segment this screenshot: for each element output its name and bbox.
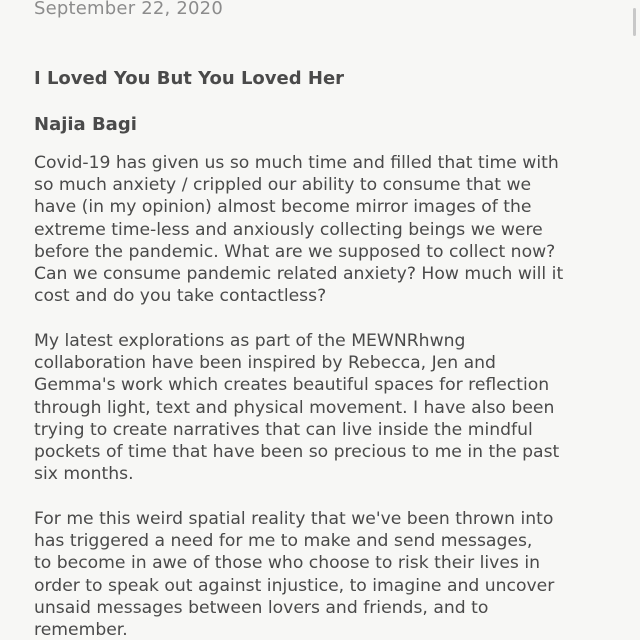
article-paragraph-3: For me this weird spatial reality that we've been thrown into has triggered a need for me to make and send messages, to become in awe of those who choose to risk their lives in order to speak out against injustice, to imagine and uncover unsaid messages between lovers and friends, and to remember. (34, 509, 555, 640)
article-title: I Loved You But You Loved Her (34, 68, 345, 89)
article-paragraph-2: My latest explorations as part of the MEWNRhwng collaboration have been inspired by Rebecca, Jen and Gemma's work which creates beautiful spaces for reflection through light, text and physical movement. I have also been trying to create narratives that can live inside the mindful pockets of time that have been so precious to me in the past six months. (34, 331, 560, 485)
article-date: September 22, 2020 (34, 0, 223, 19)
scroll-indicator[interactable] (633, 8, 636, 36)
article-author: Najia Bagi (34, 114, 137, 135)
article-paragraph-1: Covid-19 has given us so much time and filled that time with so much anxiety / crippled our ability to consume that we have (in my opinion) almost become mirror images of the extreme time-less and anxiously collecting beings we were before the pandemic. What are we supposed to collect now? Can we consume pandemic related anxiety? How much will it cost and do you take contactless? (34, 153, 564, 307)
